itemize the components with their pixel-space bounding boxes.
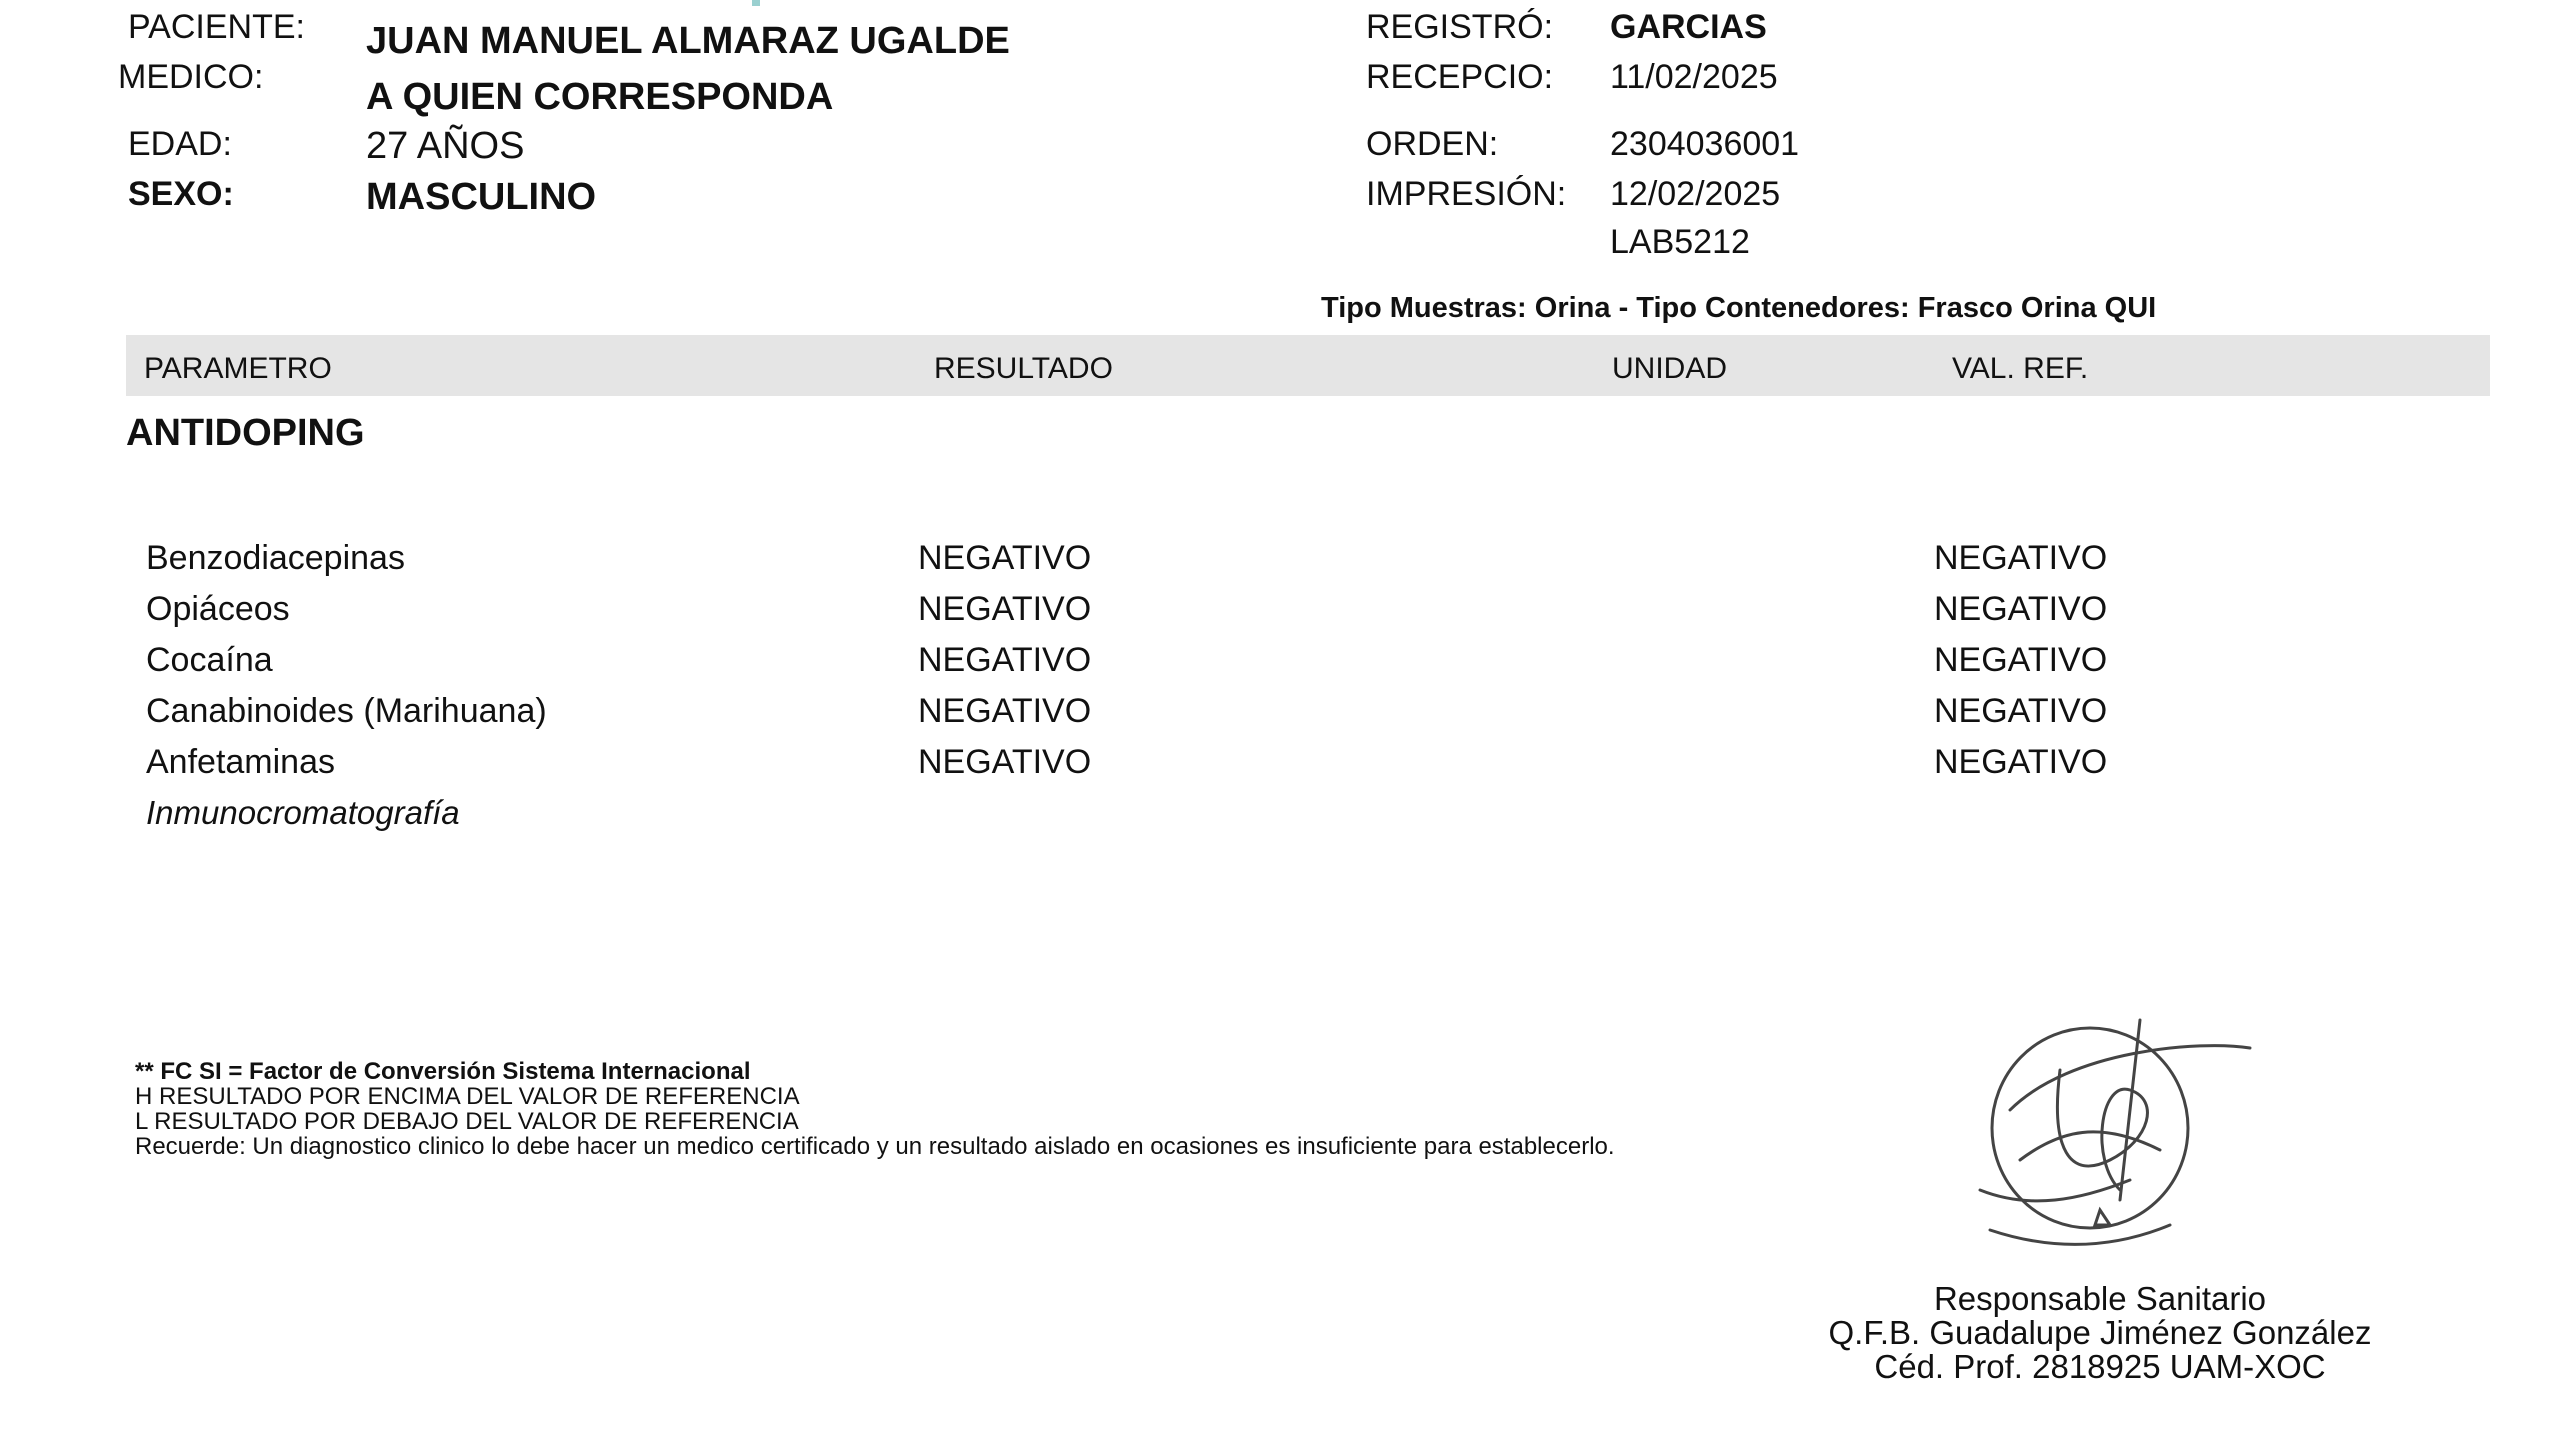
row-ref: NEGATIVO	[1934, 590, 2108, 628]
signature-block	[1780, 1282, 2420, 1384]
note-low: L RESULTADO POR DEBAJO DEL VALOR DE REFERENCIA	[135, 1108, 799, 1135]
row-resultado: NEGATIVO	[918, 641, 1092, 679]
footnotes	[135, 1059, 1615, 1159]
signature-name: Q.F.B. Guadalupe Jiménez González	[1828, 1314, 2372, 1351]
column-val-ref: VAL. REF.	[1952, 352, 2089, 385]
label-impresion: IMPRESIÓN:	[1366, 175, 1567, 213]
row-parametro: Opiáceos	[146, 590, 290, 628]
column-resultado: RESULTADO	[934, 352, 1113, 385]
note-fc-si: ** FC SI = Factor de Conversión Sistema Internacional	[135, 1058, 751, 1085]
logo-fragment	[752, 0, 760, 6]
row-resultado: NEGATIVO	[918, 539, 1092, 577]
section-title: ANTIDOPING	[126, 412, 365, 454]
signature-role: Responsable Sanitario	[1933, 1280, 2267, 1317]
row-ref: NEGATIVO	[1934, 692, 2108, 730]
value-registro: GARCIAS	[1610, 8, 1767, 46]
label-sexo: SEXO:	[128, 175, 234, 213]
row-resultado: NEGATIVO	[918, 590, 1092, 628]
value-medico: A QUIEN CORRESPONDA	[366, 76, 834, 118]
lab-code: LAB5212	[1610, 223, 1750, 261]
note-disclaimer: Recuerde: Un diagnostico clinico lo debe hacer un medico certificado y un resultado aislado en ocasiones es insuficiente para establecerlo.	[135, 1133, 1615, 1160]
label-recepcion: RECEPCIO:	[1366, 58, 1554, 96]
row-parametro: Benzodiacepinas	[146, 539, 405, 577]
column-unidad: UNIDAD	[1612, 352, 1728, 385]
label-orden: ORDEN:	[1366, 125, 1499, 163]
row-ref: NEGATIVO	[1934, 641, 2108, 679]
row-parametro: Anfetaminas	[146, 743, 335, 781]
row-parametro: Canabinoides (Marihuana)	[146, 692, 547, 730]
label-edad: EDAD:	[128, 125, 232, 163]
sample-info: Tipo Muestras: Orina - Tipo Contenedores: Frasco Orina QUI	[1321, 292, 2157, 324]
label-registro: REGISTRÓ:	[1366, 8, 1554, 46]
row-ref: NEGATIVO	[1934, 539, 2108, 577]
row-resultado: NEGATIVO	[918, 692, 1092, 730]
row-parametro: Cocaína	[146, 641, 273, 679]
value-impresion: 12/02/2025	[1610, 175, 1781, 213]
value-orden: 2304036001	[1610, 125, 1800, 163]
note-high: H RESULTADO POR ENCIMA DEL VALOR DE REFERENCIA	[135, 1083, 800, 1110]
row-ref: NEGATIVO	[1934, 743, 2108, 781]
signature-image	[1950, 1010, 2270, 1270]
value-paciente: JUAN MANUEL ALMARAZ UGALDE	[366, 20, 1010, 62]
table-header	[126, 335, 2490, 396]
label-medico: MEDICO:	[118, 58, 264, 96]
label-paciente: PACIENTE:	[128, 8, 305, 46]
value-sexo: MASCULINO	[366, 176, 597, 218]
value-edad: 27 AÑOS	[366, 125, 525, 167]
signature-license: Céd. Prof. 2818925 UAM-XOC	[1874, 1348, 2326, 1385]
value-recepcion: 11/02/2025	[1610, 58, 1778, 96]
row-resultado: NEGATIVO	[918, 743, 1092, 781]
column-parametro: PARAMETRO	[144, 352, 332, 385]
method-note: Inmunocromatografía	[146, 794, 460, 831]
